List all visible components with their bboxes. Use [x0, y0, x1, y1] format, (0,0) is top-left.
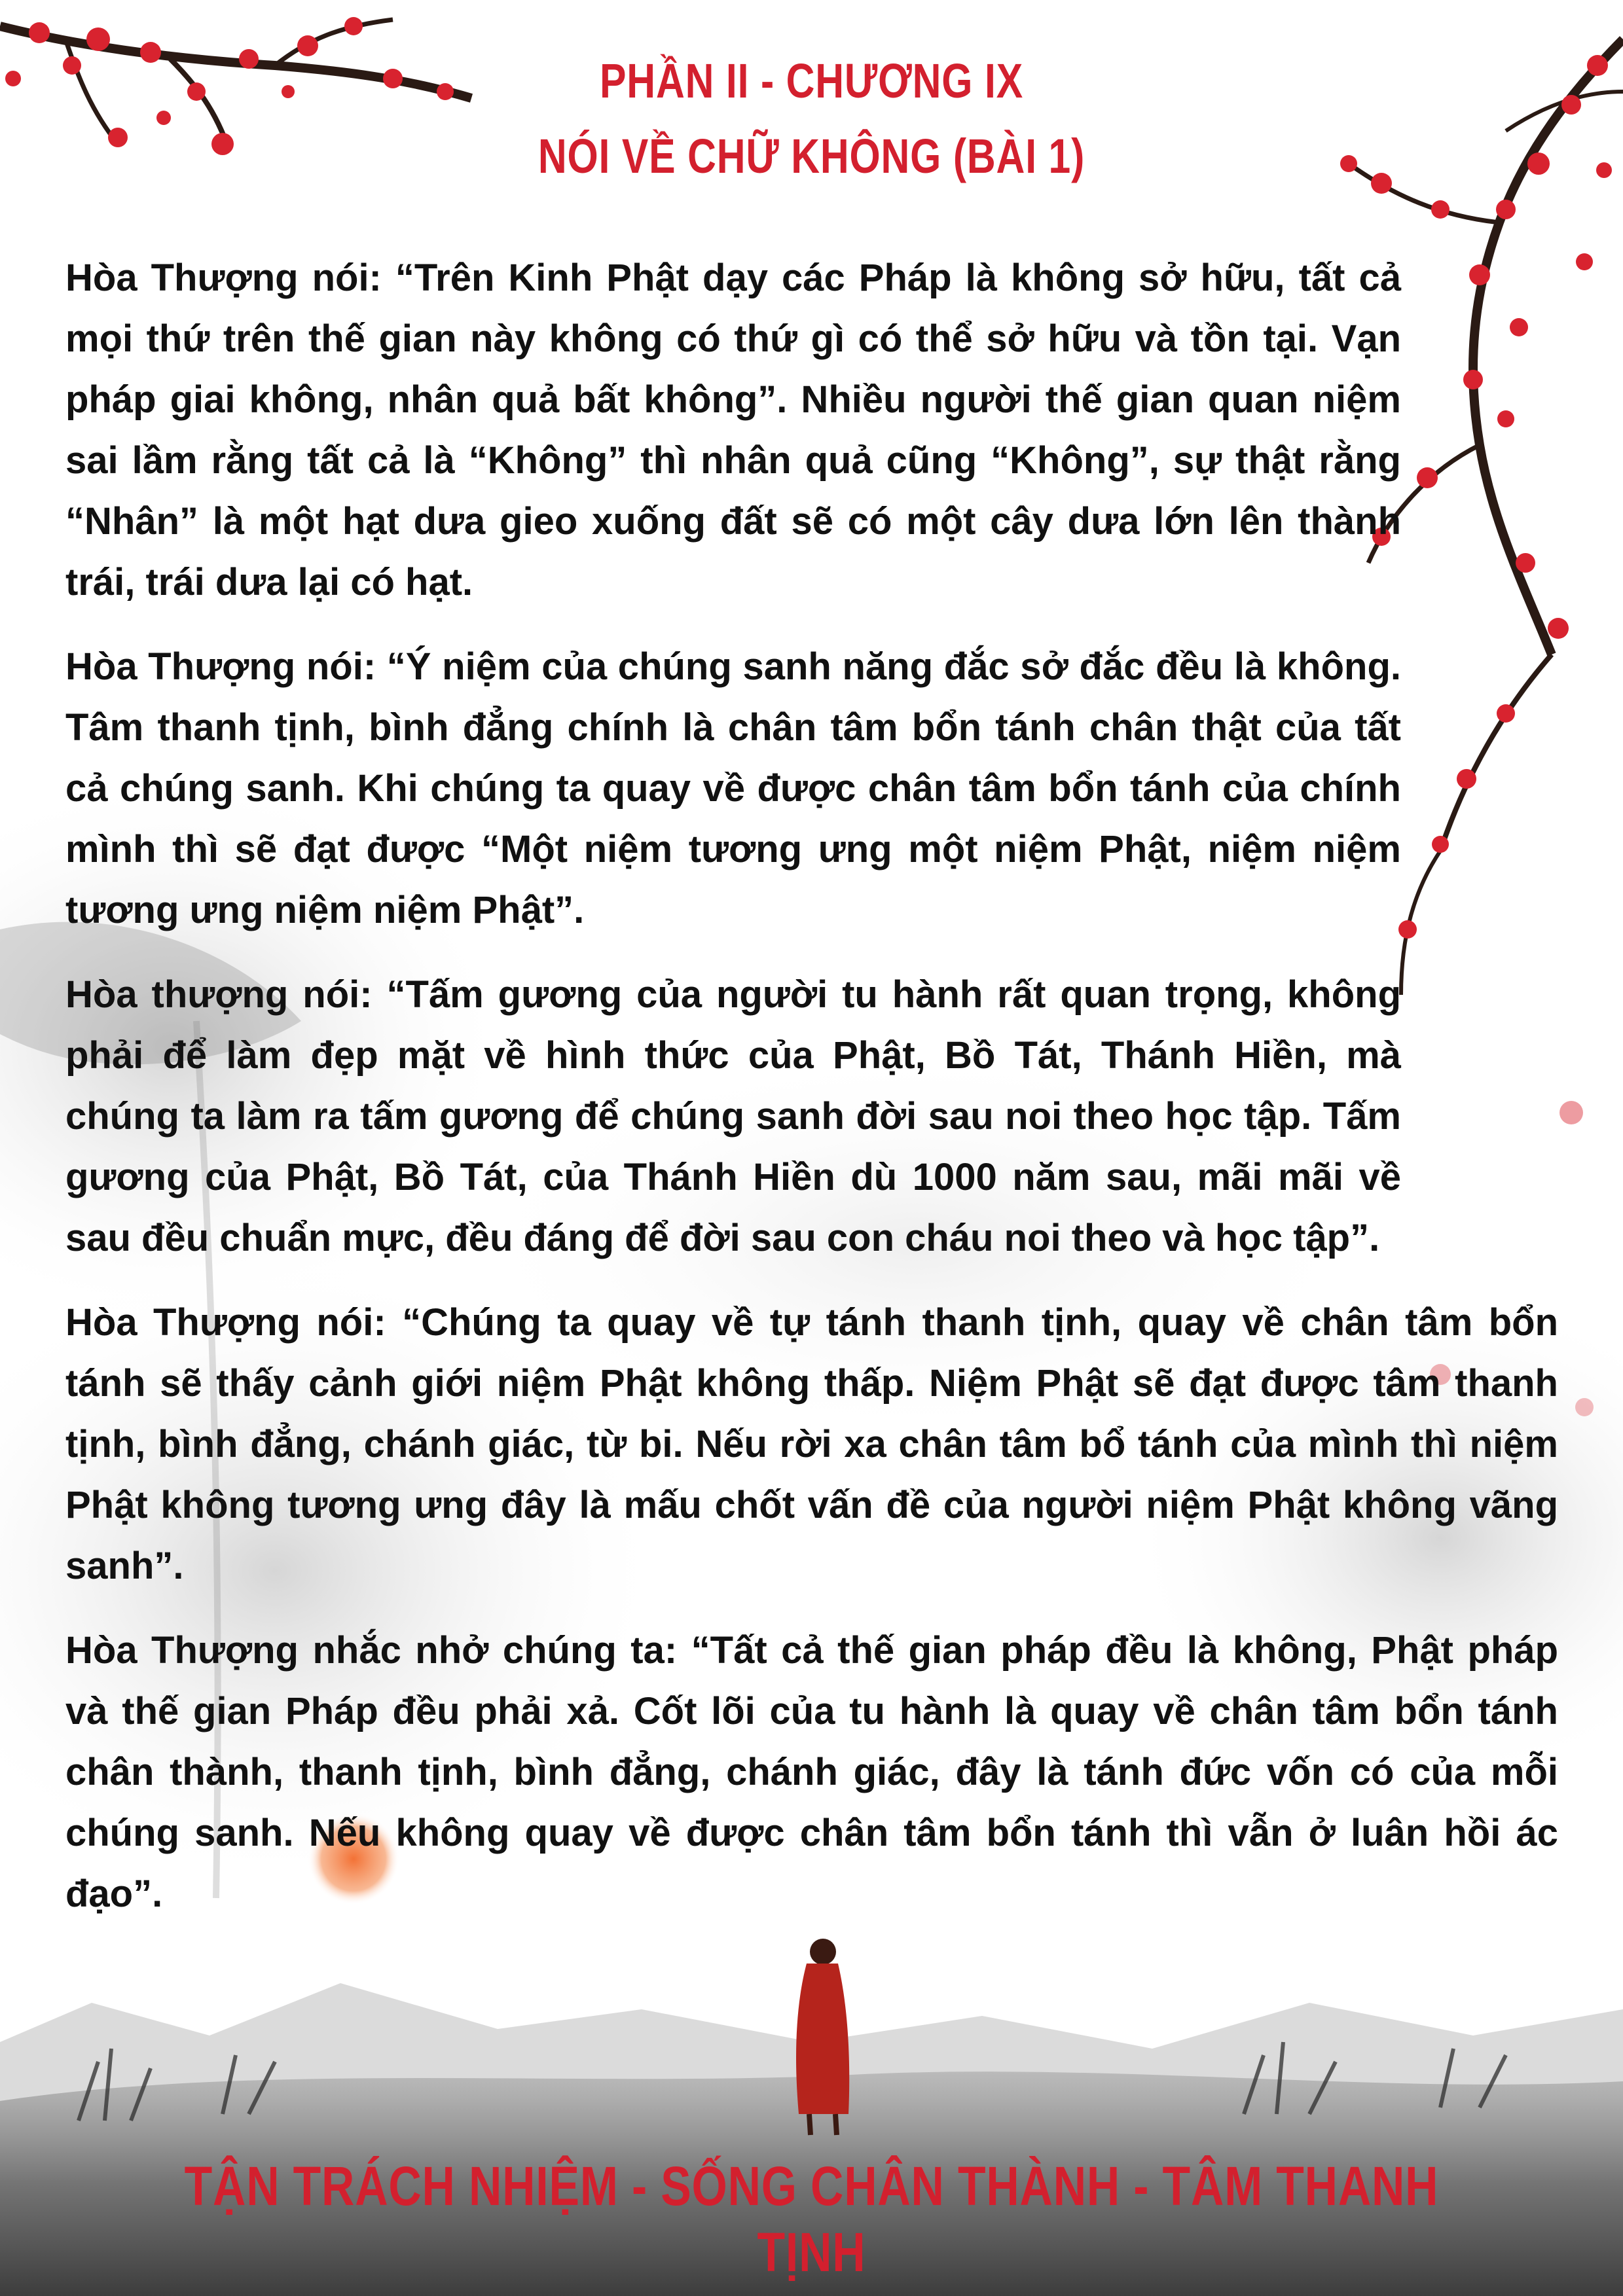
part-title: PHẦN II - CHƯƠNG IX [600, 54, 1023, 108]
paragraph-5: Hòa Thượng nhắc nhở chúng ta: “Tất cả thế gian pháp đều là không, Phật pháp và thế gian Pháp đều phải xả. Cốt lõi của tu hành là quay về chân tâm bổn tánh chân thành, thanh tịnh, bình đẳng, chánh giác, đây là tánh đức vốn có của mỗi chúng sanh. Nếu không quay về được chân tâm bổn tánh thì vẫn ở luân hồi ác đạo”. [65, 1629, 1558, 1915]
chapter-title: NÓI VỀ CHỮ KHÔNG (BÀI 1) [538, 128, 1085, 183]
header [0, 52, 1623, 203]
paragraph-2: Hòa Thượng nói: “Ý niệm của chúng sanh năng đắc sở đắc đều là không. Tâm thanh tịnh, bình đẳng chính là chân tâm bổn tánh chân thật của tất cả chúng sanh. Khi chúng ta quay về được chân tâm bổn tánh của chính mình thì sẽ đạt được “Một niệm tương ưng một niệm Phật, niệm niệm tương ưng niệm niệm Phật”. [65, 645, 1401, 931]
monk-figure [796, 1939, 849, 2135]
article-body [65, 247, 1558, 1948]
paragraph-4: Hòa Thượng nói: “Chúng ta quay về tự tánh thanh tịnh, quay về chân tâm bổn tánh sẽ thấy cảnh giới niệm Phật không thấp. Niệm Phật sẽ đạt được tâm thanh tịnh, bình đẳng, chánh giác, từ bi. Nếu rời xa chân tâm bổ tánh của mình thì niệm Phật không tương ưng đây là mấu chốt vấn đề của người niệm Phật không vãng sanh”. [65, 1301, 1558, 1587]
paragraph-3: Hòa thượng nói: “Tấm gương của người tu hành rất quan trọng, không phải để làm đẹp mặt về hình thức của Phật, Bồ Tát, Thánh Hiền, mà chúng ta làm ra tấm gương để chúng sanh đời sau noi theo học tập. Tấm gương của Phật, Bồ Tát, của Thánh Hiền dù 1000 năm sau, mãi mãi về sau đều chuẩn mực, đều đáng để đời sau con cháu noi theo và học tập”. [65, 973, 1401, 1259]
paragraph-1: Hòa Thượng nói: “Trên Kinh Phật dạy các Pháp là không sở hữu, tất cả mọi thứ trên thế gian này không có thứ gì có thể sở hữu và tồn tại. Vạn pháp giai không, nhân quả bất không”. Nhiều người thế gian quan niệm sai lầm rằng tất cả là “Không” thì nhân quả cũng “Không”, sự thật rằng “Nhân” là một hạt dưa gieo xuống đất sẽ có một cây dưa lớn lên thành trái, trái dưa lại có hạt. [65, 257, 1401, 603]
footer-motto: TẬN TRÁCH NHIỆM - SỐNG CHÂN THÀNH - TÂM THANH TỊNH [184, 2155, 1439, 2283]
